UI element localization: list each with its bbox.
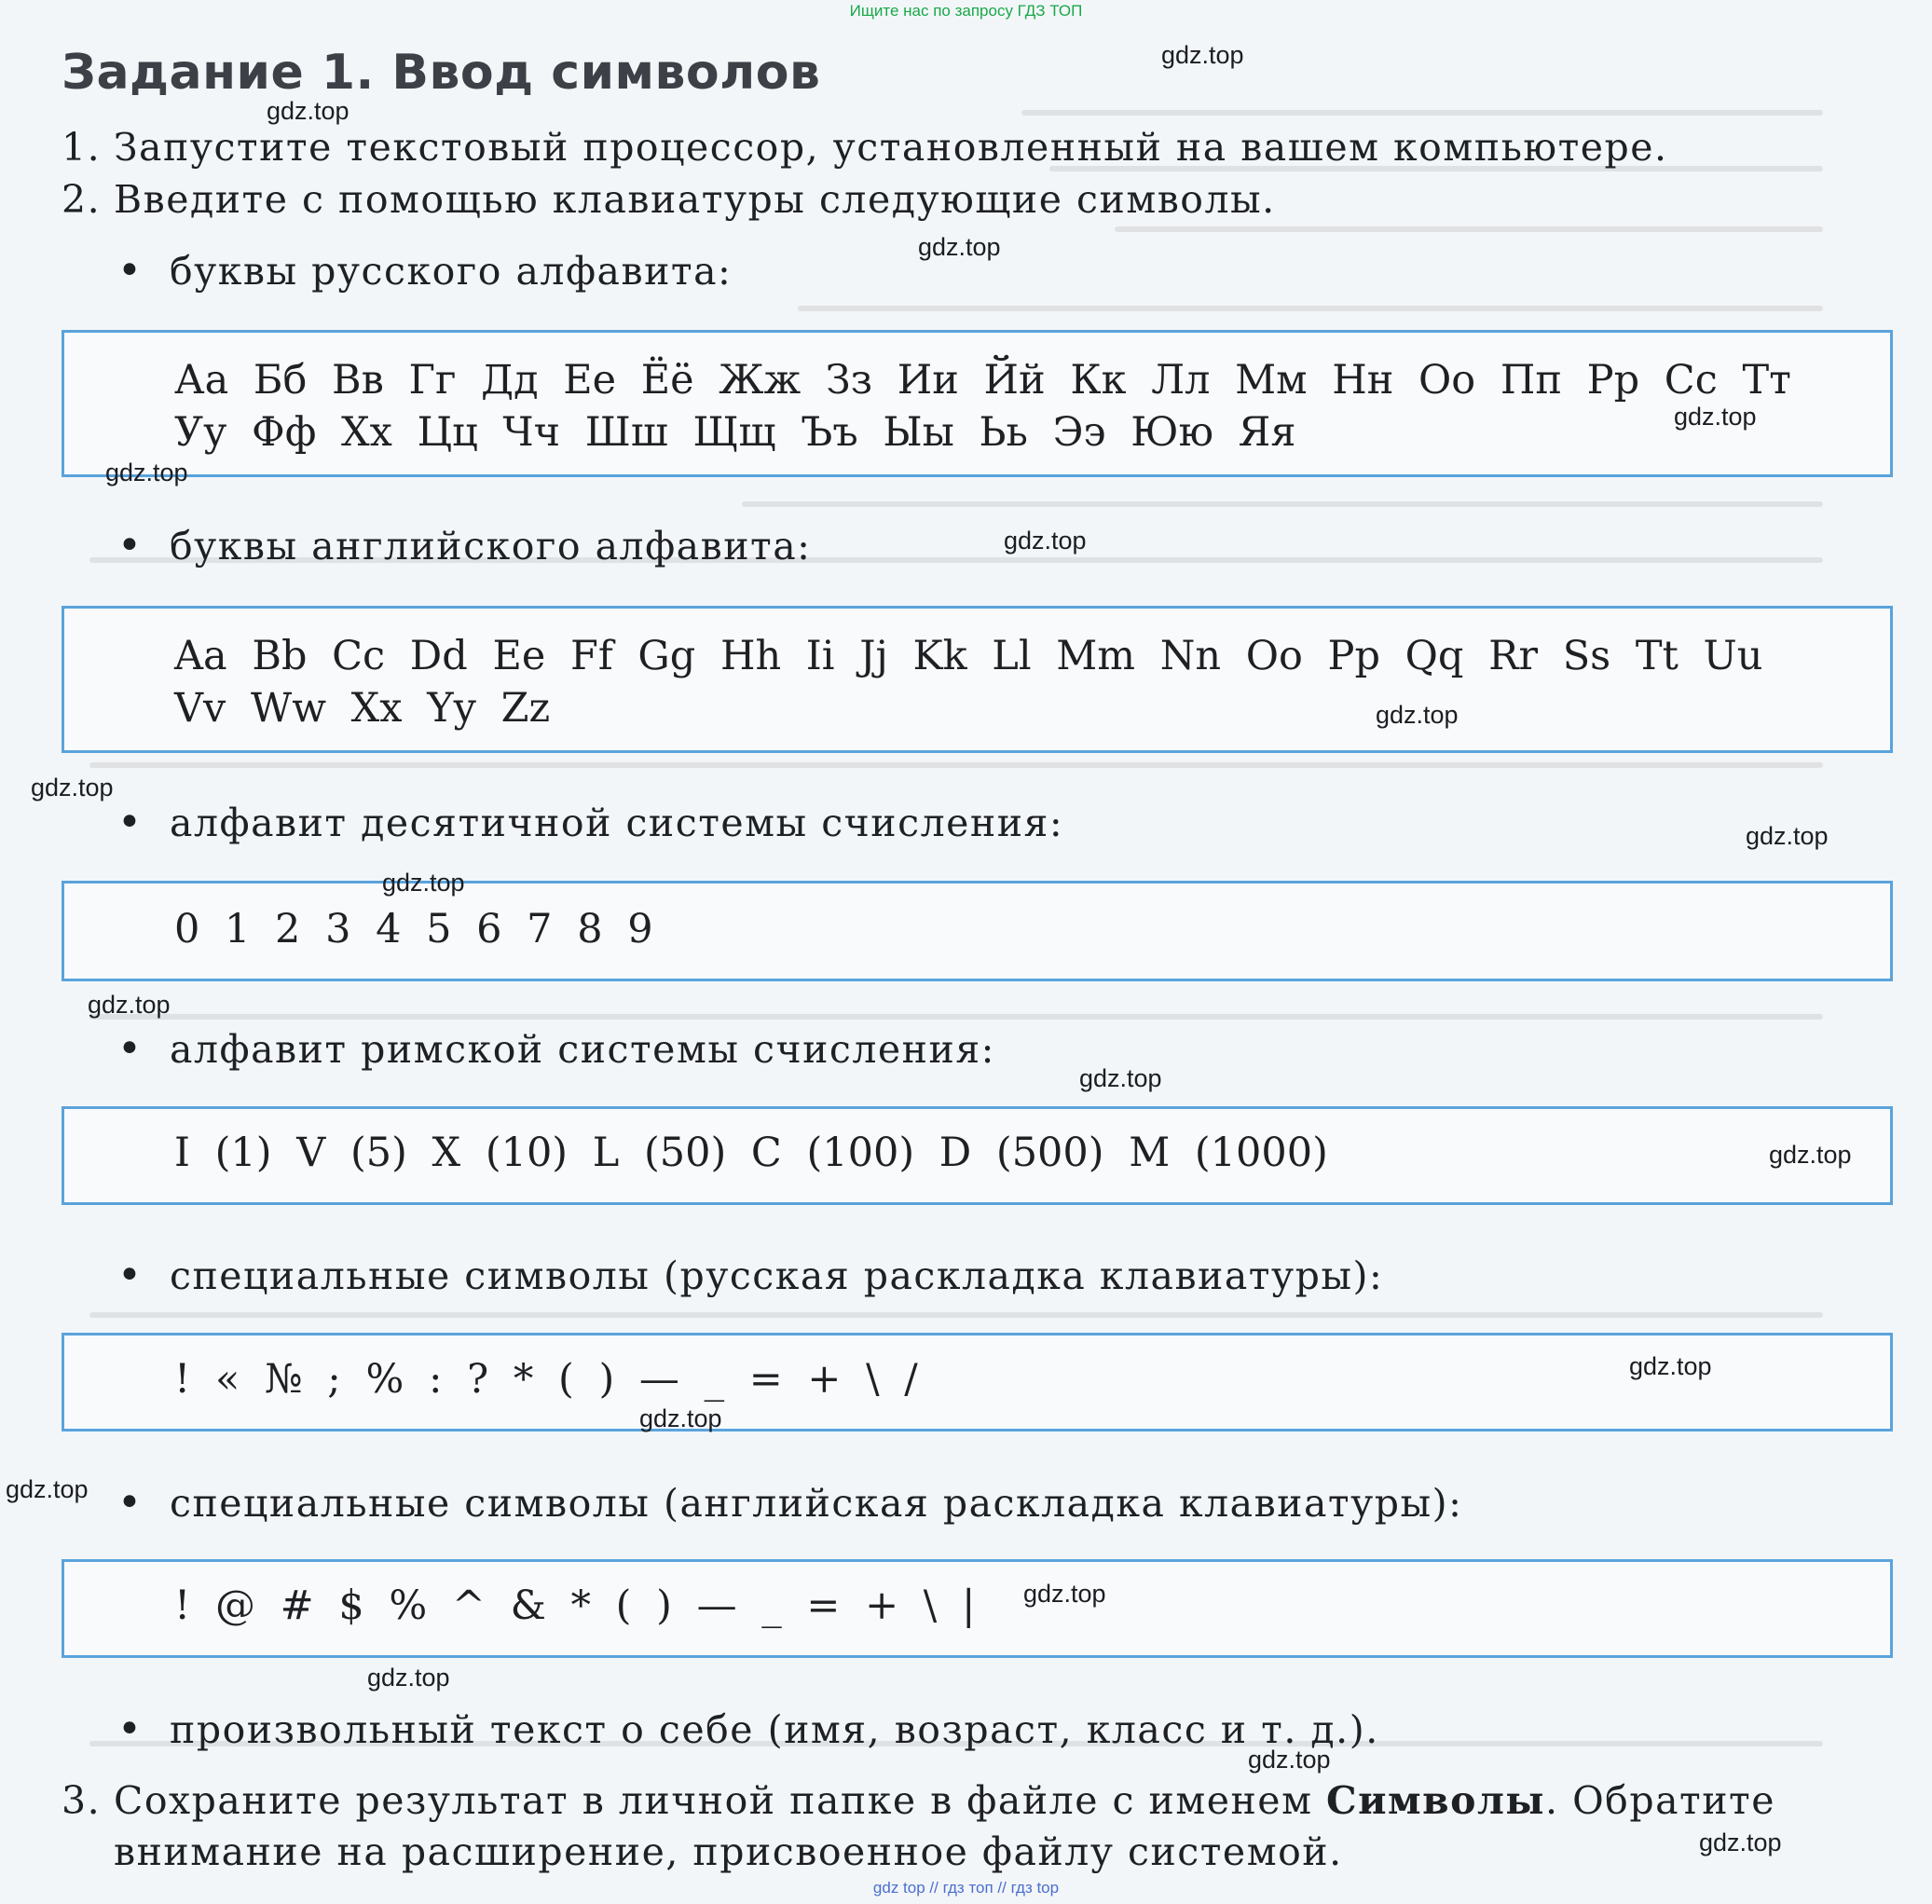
roman-numerals-line: I (1) V (5) X (10) L (50) C (100) D (500) M (1000) [174,1130,1328,1176]
bullet-dot: • [117,1252,144,1299]
russian-letters-line-2: Уу Фф Хх Цц Чч Шш Щщ Ъъ Ыы Ьь Ээ Юю Яя [174,409,1296,456]
step-2-number: 2. [62,177,102,222]
watermark: gdz.top [1769,1141,1852,1169]
bullet-russian-alphabet [117,247,732,295]
task-title: Задание 1. Ввод символов [62,45,821,101]
watermark: gdz.top [1674,403,1757,431]
bullet-label: специальные символы (русская раскладка клавиатуры): [170,1253,1384,1298]
watermark: gdz.top [367,1664,450,1692]
answer-box-roman [62,1106,1893,1205]
watermark: gdz.top [1079,1064,1162,1092]
bullet-decimal-alphabet [117,799,1063,846]
watermark: gdz.top [267,97,349,125]
bullet-english-alphabet [117,522,811,569]
step-3-text-end: . Обратите [1545,1778,1776,1823]
watermark: gdz.top [6,1475,89,1503]
bullet-special-english [117,1479,1462,1527]
bullet-label: алфавит десятичной системы счисления: [170,801,1064,845]
step-3-text-start: Сохраните результат в личной папке в файле с именем [114,1778,1326,1823]
footer-note: gdz top // гдз топ // гдз top [872,1879,1060,1897]
step-1-text: Запустите текстовый процессор, установленный на вашем компьютере. [114,125,1668,170]
watermark: gdz.top [382,869,465,897]
russian-letters-line-1: Аа Бб Вв Гг Дд Ее Ёё Жж Зз Ии Йй Кк Лл Мм Нн Оо Пп Рр Сс Тт [174,357,1791,404]
answer-box-special-russian [62,1333,1893,1431]
bullet-dot: • [117,799,144,846]
step-3 [62,1778,1775,1823]
bullet-label: буквы русского алфавита: [170,249,733,294]
special-english-line: ! @ # $ % ^ & * ( ) — _ = + \ | [174,1582,976,1629]
bullet-label: произвольный текст о себе (имя, возраст, класс и т. д.). [170,1707,1379,1752]
watermark: gdz.top [1248,1746,1331,1774]
bullet-label: алфавит римской системы счисления: [170,1027,995,1072]
step-1-number: 1. [62,125,102,170]
watermark: gdz.top [1376,701,1459,729]
bullet-label: специальные символы (английская раскладка клавиатуры): [170,1481,1463,1526]
watermark: gdz.top [88,991,171,1019]
step-3-number: 3. [62,1778,102,1823]
watermark: gdz.top [1161,41,1244,69]
step-3-filename: Символы [1326,1778,1545,1823]
answer-box-special-english [62,1559,1893,1658]
bullet-roman-alphabet [117,1025,995,1073]
bullet-dot: • [117,1705,144,1753]
bullet-label: буквы английского алфавита: [170,524,812,568]
watermark: gdz.top [1699,1829,1782,1856]
decimal-digits-line: 0 1 2 3 4 5 6 7 8 9 [174,906,653,952]
watermark: gdz.top [639,1404,722,1432]
header-note: Ищите нас по запросу ГДЗ ТОП [849,2,1083,20]
bullet-dot: • [117,247,144,295]
answer-box-english [62,606,1893,753]
step-1 [62,125,1668,170]
watermark: gdz.top [1629,1352,1712,1380]
answer-box-decimal [62,881,1893,981]
watermark: gdz.top [1023,1580,1106,1608]
watermark: gdz.top [1004,527,1087,555]
watermark: gdz.top [918,233,1001,261]
bullet-free-text [117,1705,1379,1753]
bullet-special-russian [117,1252,1383,1299]
bullet-dot: • [117,1479,144,1527]
english-letters-line-2: Vv Ww Xx Yy Zz [174,685,551,732]
bullet-dot: • [117,1025,144,1073]
special-russian-line: ! « № ; % : ? * ( ) — _ = + \ / [174,1356,918,1403]
watermark: gdz.top [31,774,114,801]
bullet-dot: • [117,522,144,569]
step-3-continuation: внимание на расширение, присвоенное файлу системой. [114,1829,1343,1874]
step-2-text: Введите с помощью клавиатуры следующие символы. [114,177,1276,222]
step-2 [62,177,1276,222]
answer-box-russian [62,330,1893,477]
watermark: gdz.top [105,459,188,486]
english-letters-line-1: Aa Bb Cc Dd Ee Ff Gg Hh Ii Jj Kk Ll Mm Nn Oo Pp Qq Rr Ss Tt Uu [174,633,1763,679]
watermark: gdz.top [1746,822,1829,850]
